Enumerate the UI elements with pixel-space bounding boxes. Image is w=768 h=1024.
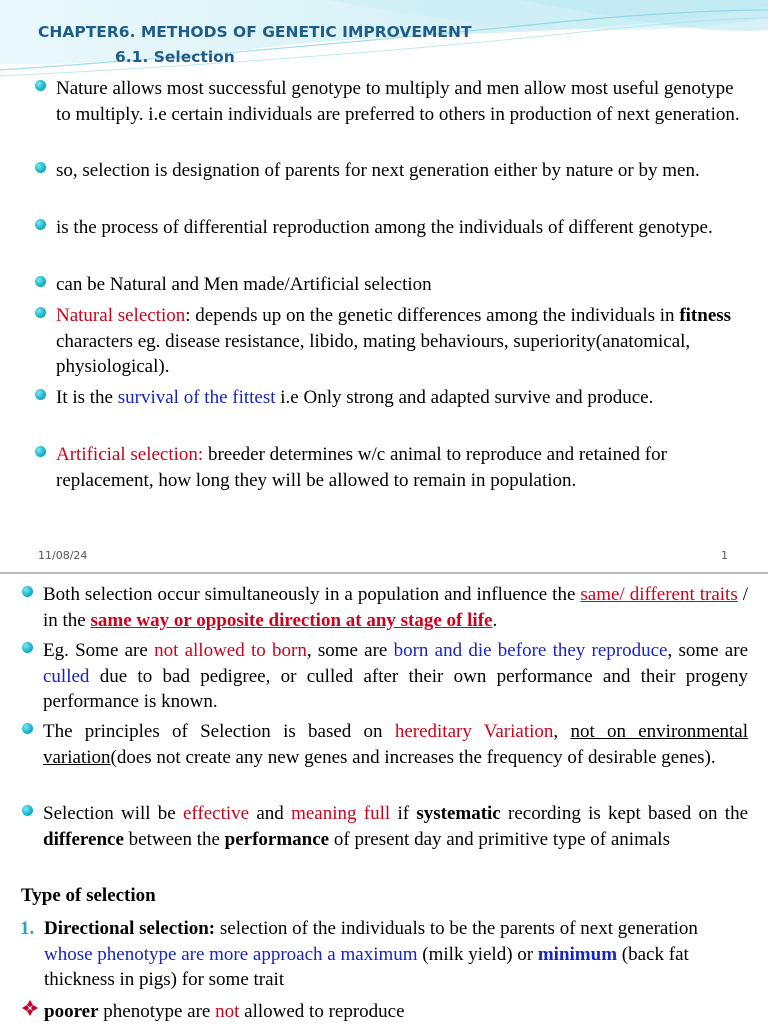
systematic-term: systematic [416,803,501,824]
bullet-icon [35,219,46,230]
section-heading: Type of selection [21,885,156,906]
bullet-text: recording is kept based on the [500,803,749,824]
bullet-text: (back fat thickness in pigs) for some trait [44,943,689,990]
bullet-icon [22,723,33,734]
culled-term: culled [43,665,90,687]
survival-term: survival of the fittest [117,387,276,408]
directional-selection-term: Directional selection: [44,918,216,939]
bullet-text: between the [123,828,225,850]
numbered-item [20,916,734,993]
not-term: not [215,1001,240,1022]
sub-bullet-item [44,999,405,1024]
whose-phenotype-phrase: whose phenotype are more approach a maximum [44,943,418,965]
bullet-text: of present day and primitive type of animals [329,828,670,850]
bullet-text: : depends up on the genetic differences among the individuals in [185,305,680,326]
bullet-icon [35,307,46,318]
bullet-icon [22,642,33,653]
bullet-item [56,303,746,380]
slide-number: 1 [721,549,728,562]
bullet-item [43,582,748,633]
bullet-item [43,638,748,715]
bullet-text: / in the [43,584,748,631]
bullet-item [56,442,746,493]
fitness-term: fitness [679,305,732,326]
effective-term: effective [183,803,250,824]
bullet-item [56,385,746,411]
poorer-term: poorer [44,1001,99,1022]
slide-title: CHAPTER6. METHODS OF GENETIC IMPROVEMENT [38,23,472,41]
diamond-bullet-icon [21,999,39,1017]
bullet-item [56,158,746,184]
bullet-text: (does not create any new genes and increases the frequency of desirable genes). [110,746,716,768]
bullet-text: (milk yield) or [417,943,538,965]
bullet-text: It is the [56,387,118,408]
bullet-item [43,719,748,770]
bullet-item [56,76,746,127]
bullet-text: . [492,609,498,631]
bullet-icon [35,276,46,287]
bullet-text: Nature allows most successful genotype to multiply and men allow most useful genotype to multiply. i.e certain individuals are preferred to others in production of next generation. [56,78,740,125]
slide-subtitle: 6.1. Selection [115,48,235,66]
bullet-text: Eg. Some are [43,640,155,661]
bullet-icon [35,389,46,400]
bullet-item [56,215,746,241]
slide-date: 11/08/24 [38,549,88,562]
bullet-text: phenotype are [98,1001,216,1022]
slide-2 [0,574,768,1024]
item-number: 1. [20,918,35,939]
bullet-text: characters eg. disease resistance, libido, mating behaviours, superiority(anatomical, physiological). [56,330,691,377]
bullet-text: i.e Only strong and adapted survive and produce. [275,387,654,408]
bullet-text: breeder determines w/c animal to reproduce and retained for replacement, how long they will be allowed to remain in population. [56,444,667,491]
bullet-text: and [249,803,292,824]
bullet-text: The principles of Selection is based on [43,721,395,742]
same-different-traits: same/ different traits [580,584,738,605]
bullet-text: , [553,721,571,742]
bullet-text: allowed to reproduce [239,1001,405,1022]
natural-selection-term: Natural selection [56,305,186,326]
bullet-icon [35,162,46,173]
not-allowed-phrase: not allowed to born [154,640,307,661]
bullet-text: selection of the individuals to be the parents of next generation [215,918,698,939]
bullet-icon [35,80,46,91]
bullet-icon [35,446,46,457]
bullet-icon [22,586,33,597]
bullet-icon [22,805,33,816]
born-die-phrase: born and die before they reproduce [393,640,668,661]
artificial-selection-term: Artificial selection: [56,444,204,465]
bullet-item [56,272,746,298]
bullet-text: , some are [306,640,394,661]
performance-term: performance [224,828,330,850]
bullet-text: can be Natural and Men made/Artificial selection [56,274,432,295]
meaning-full-term: meaning full [291,803,391,824]
minimum-term: minimum [537,943,618,965]
not-environmental-phrase: not on environmental variation [43,721,748,768]
same-way-phrase: same way or opposite direction at any stage of life [90,609,493,631]
hereditary-variation-term: hereditary Variation [394,721,554,742]
bullet-text: if [390,803,417,824]
bullet-text: Both selection occur simultaneously in a population and influence the [43,584,581,605]
bullet-text: , some are [667,640,748,661]
difference-term: difference [43,828,124,850]
bullet-text: Selection will be [43,803,183,824]
bullet-text: is the process of differential reproduction among the individuals of different genotype. [56,217,713,238]
bullet-text: so, selection is designation of parents for next generation either by nature or by men. [56,160,700,181]
bullet-item [43,801,748,852]
bullet-text: due to bad pedigree, or culled after their own performance and their progeny performance is known. [43,665,748,712]
